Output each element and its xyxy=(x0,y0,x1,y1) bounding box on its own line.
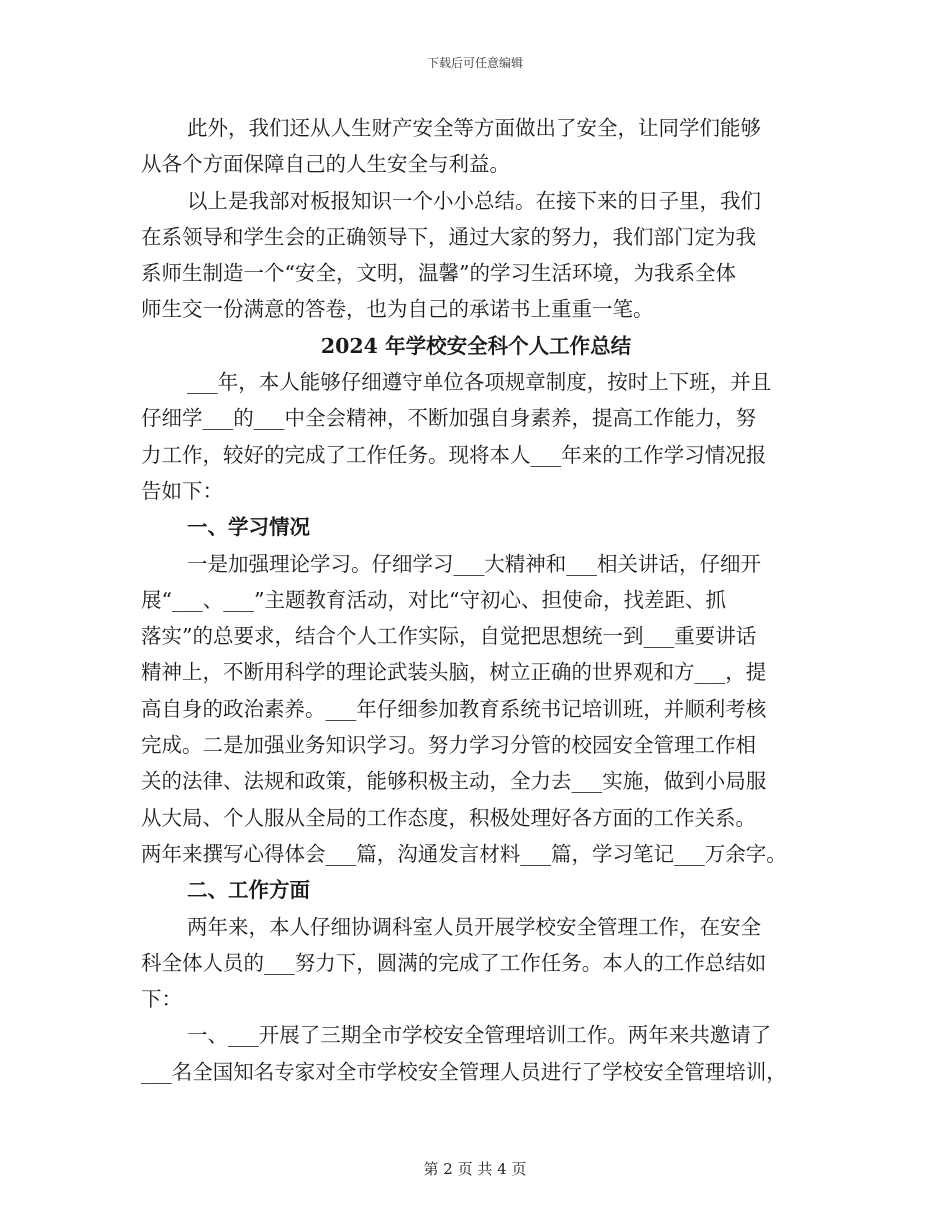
paragraph-line: 下： xyxy=(141,987,182,1012)
paragraph-line: 展“___、___”主题教育活动，对比“守初心、担使命，找差距、抓 xyxy=(141,587,726,612)
paragraph-line: 以上是我部对板报知识一个小小总结。在接下来的日子里，我们 xyxy=(187,188,761,213)
paragraph-line: 系师生制造一个“安全，文明，温馨”的学习生活环境，为我系全体 xyxy=(141,261,736,286)
paragraph-line: 完成。二是加强业务知识学习。努力学习分管的校园安全管理工作相 xyxy=(141,733,756,758)
section-title: 2024 年学校安全科个人工作总结 xyxy=(320,333,632,358)
paragraph-line: ___年，本人能够仔细遵守单位各项规章制度，按时上下班，并且 xyxy=(187,370,772,395)
paragraph-line: 从大局、个人服从全局的工作态度，积极处理好各方面的工作关系。 xyxy=(141,805,756,830)
paragraph-line: 力工作，较好的完成了工作任务。现将本人___年来的工作学习情况报 xyxy=(141,442,767,467)
paragraph-line: 从各个方面保障自己的人生安全与利益。 xyxy=(141,152,510,177)
paragraph-line: 精神上，不断用科学的理论武装头脑，树立正确的世界观和方___，提 xyxy=(141,660,767,685)
page-header: 下载后可任意编辑 xyxy=(426,56,523,70)
paragraph-line: 科全体人员的___努力下，圆满的完成了工作任务。本人的工作总结如 xyxy=(141,950,767,975)
paragraph-line: 高自身的政治素养。___年仔细参加教育系统书记培训班，并顺利考核 xyxy=(141,696,767,721)
document-body xyxy=(141,110,821,1090)
paragraph-line: 告如下： xyxy=(141,478,223,503)
paragraph-line: 两年来撰写心得体会___篇，沟通发言材料___篇，学习笔记___万余字。 xyxy=(141,841,787,866)
section-heading-study: 一、学习情况 xyxy=(187,515,310,540)
page-footer: 第 2 页 共 4 页 xyxy=(423,1160,527,1178)
paragraph-line: 仔细学___的___中全会精神，不断加强自身素养，提高工作能力，努 xyxy=(141,406,756,431)
paragraph-line: 两年来，本人仔细协调科室人员开展学校安全管理工作，在安全 xyxy=(187,914,761,939)
paragraph-line: 落实”的总要求，结合个人工作实际，自觉把思想统一到___重要讲话 xyxy=(141,624,757,649)
paragraph-line: ___名全国知名专家对全市学校安全管理人员进行了学校安全管理培训， xyxy=(141,1059,787,1084)
paragraph-line: 一是加强理论学习。仔细学习___大精神和___相关讲话，仔细开 xyxy=(187,551,761,576)
paragraph-line: 在系领导和学生会的正确领导下，通过大家的努力，我们部门定为我 xyxy=(141,224,756,249)
paragraph-line: 关的法律、法规和政策，能够积极主动，全力去___实施，做到小局服 xyxy=(141,769,767,794)
paragraph-line: 师生交一份满意的答卷，也为自己的承诺书上重重一笔。 xyxy=(141,297,654,322)
paragraph-line: 此外，我们还从人生财产安全等方面做出了安全，让同学们能够 xyxy=(187,116,761,140)
paragraph-line: 一、___开展了三期全市学校安全管理培训工作。两年来共邀请了 xyxy=(187,1023,772,1048)
section-heading-work: 二、工作方面 xyxy=(187,878,310,903)
